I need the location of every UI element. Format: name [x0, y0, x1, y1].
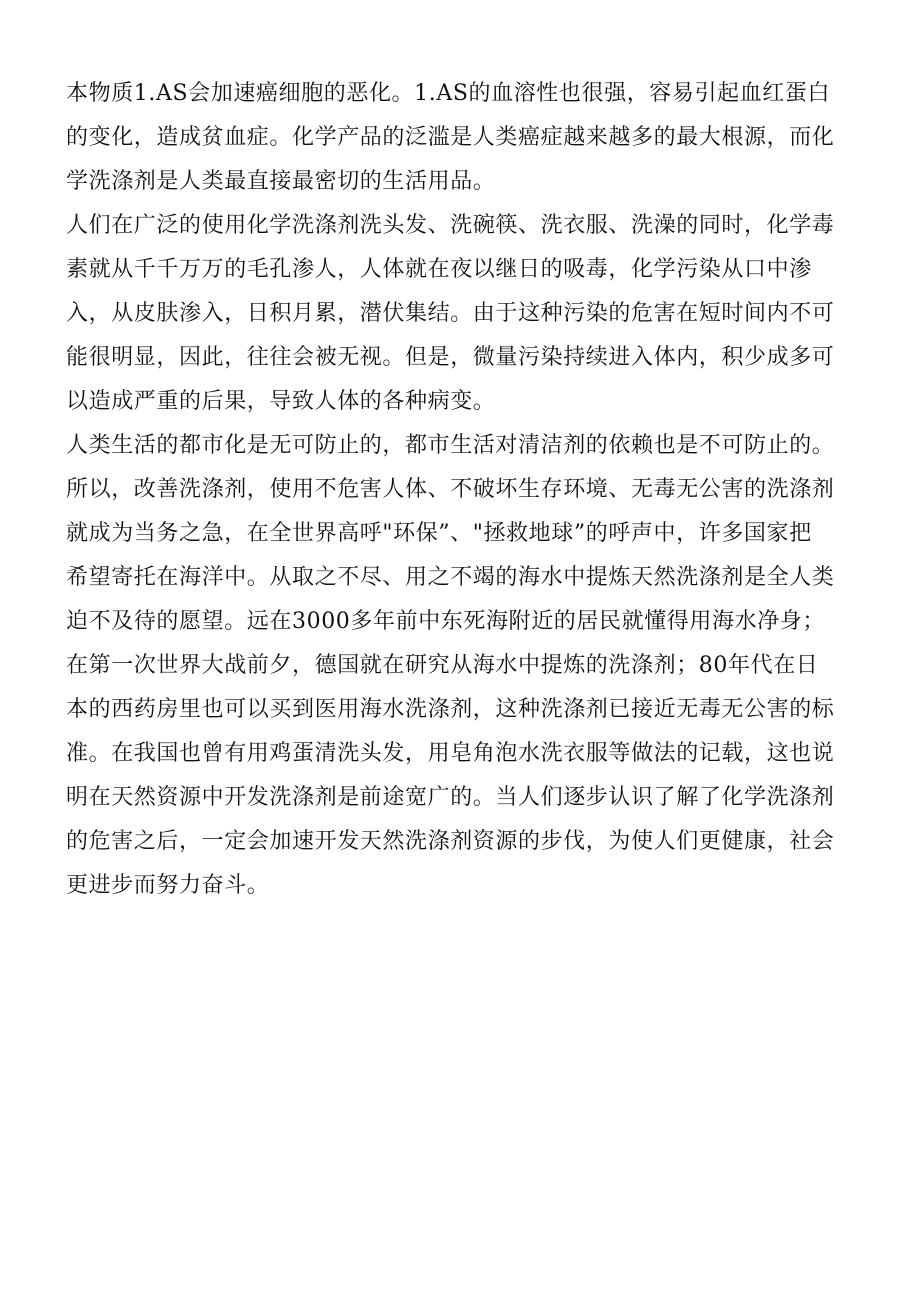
text-line: 在第一次世界大战前夕，德国就在研究从海水中提炼的洗涤剂；80年代在日: [66, 653, 819, 678]
text-line: 所以，改善洗涤剂，使用不危害人体、不破坏生存环境、无毒无公害的洗涤剂: [66, 477, 835, 502]
text-line: 迫不及待的愿望。远在3000多年前中东死海附近的居民就懂得用海水净身；: [66, 609, 825, 634]
text-line: 准。在我国也曾有用鸡蛋清洗头发，用皂角泡水洗衣服等做法的记载，这也说: [66, 741, 835, 766]
text-line: 希望寄托在海洋中。从取之不尽、用之不竭的海水中提炼天然洗涤剂是全人类: [66, 565, 835, 590]
text-line: 以造成严重的后果，导致人体的各种病变。: [66, 389, 496, 414]
text-line: 明在天然资源中开发洗涤剂是前途宽广的。当人们逐步认识了解了化学洗涤剂: [66, 785, 835, 810]
text-line: 素就从千千万万的毛孔渗人，人体就在夜以继日的吸毒，化学污染从口中渗: [66, 257, 812, 282]
text-line: 就成为当务之急，在全世界高呼"环保”、"拯救地球”的呼声中，许多国家把: [66, 521, 812, 546]
text-line: 能很明显，因此，往往会被无视。但是，微量污染持续进入体内，积少成多可: [66, 345, 835, 370]
text-line: 的危害之后，一定会加速开发天然洗涤剂资源的步伐，为使人们更健康，社会: [66, 829, 835, 854]
text-line: 本的西药房里也可以买到医用海水洗涤剂，这种洗涤剂已接近无毒无公害的标: [66, 697, 835, 722]
text-line: 更进步而努力奋斗。: [66, 873, 270, 898]
body-text: [66, 72, 866, 908]
text-line: 本物质1.AS会加速癌细胞的恶化。1.AS的血溶性也很强，容易引起血红蛋白: [66, 81, 831, 106]
text-line: 人们在广泛的使用化学洗涤剂洗头发、洗碗筷、洗衣服、洗澡的同时，化学毒: [66, 213, 835, 238]
text-line: 学洗涤剂是人类最直接最密切的生活用品。: [66, 169, 496, 194]
text-line: 入，从皮肤渗入，日积月累，潜伏集结。由于这种污染的危害在短时间内不可: [66, 301, 835, 326]
text-line: 的变化，造成贫血症。化学产品的泛滥是人类癌症越来越多的最大根源，而化: [66, 125, 835, 150]
text-line: 人类生活的都市化是无可防止的，都市生活对清洁剂的依赖也是不可防止的。: [66, 433, 835, 458]
